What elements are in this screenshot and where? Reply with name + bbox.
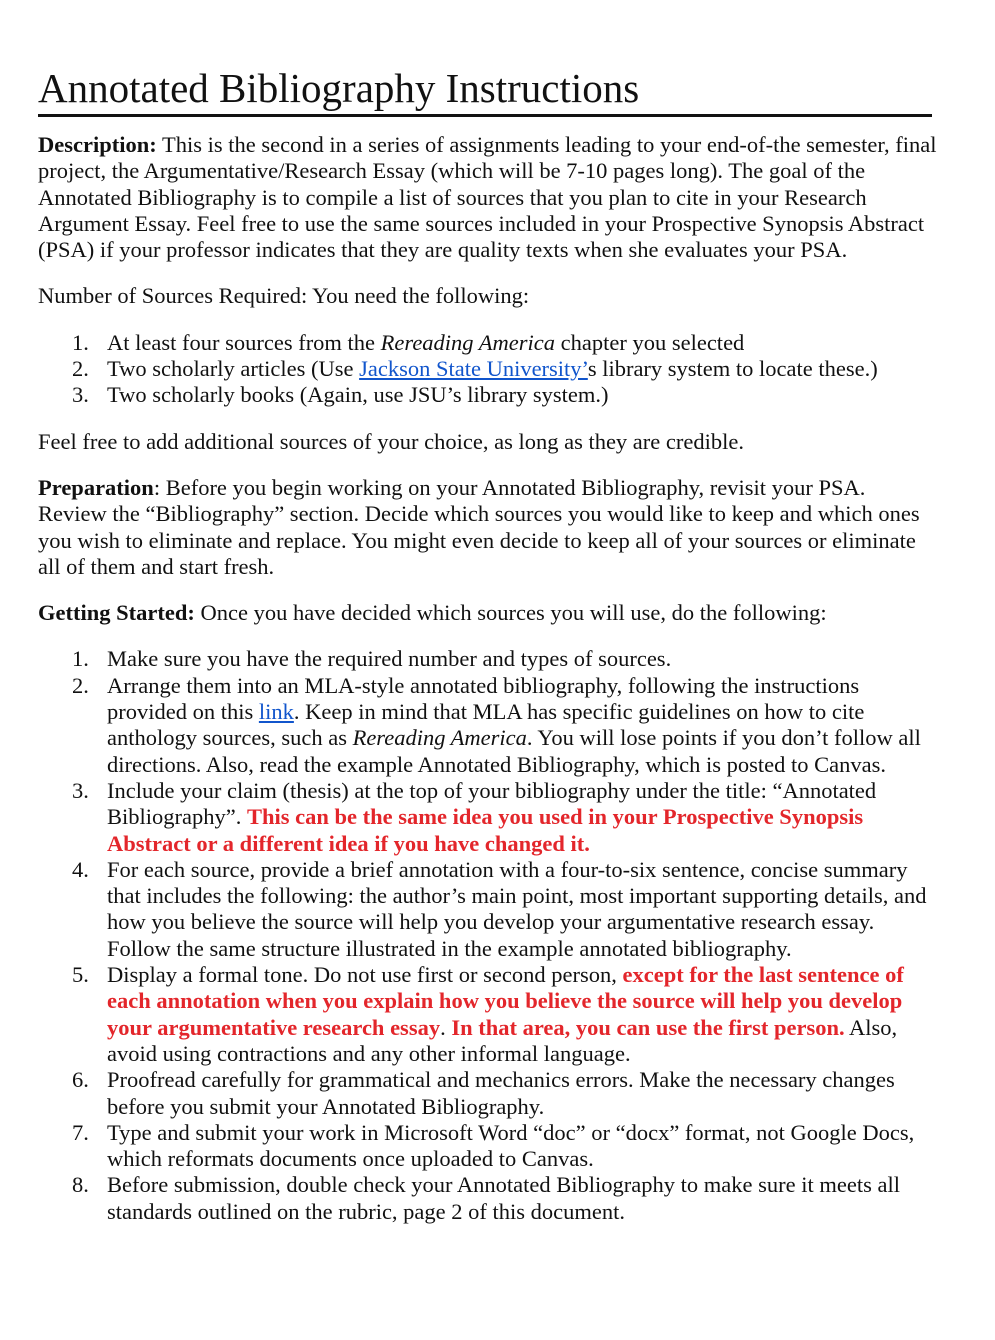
list-text: Also, avoid using contractions and any other informal language. — [107, 1014, 898, 1066]
list-item — [38, 962, 938, 1067]
sources-intro: Number of Sources Required: You need the following: — [38, 283, 530, 309]
description-text: This is the second in a series of assignments leading to your end-of-the semester, final project, the Argumentative/Research Essay (which will be 7-10 pages long). The goal of the Annotated Bibliography is to compile a list of sources that you plan to cite in your Research Argument Essay. Feel free to use the same sources included in your Prospective Synopsis Abstract (PSA) if your professor indicates that they are quality texts when she evaluates your PSA. — [38, 132, 937, 263]
additional-sources-note: Feel free to add additional sources of your choice, as long as they are credible. — [38, 428, 744, 454]
getting-started-label: Getting Started: — [38, 600, 195, 626]
list-number: 3. — [72, 777, 89, 803]
getting-started-paragraph — [38, 600, 938, 626]
sources-list — [38, 330, 938, 409]
emphasis-text: except for the last sentence of each annotation when you explain how you believe the source will help you develop your argumentative research essay — [107, 962, 904, 1040]
list-text: For each source, provide a brief annotation with a four-to-six sentence, concise summary that includes the following: the author’s main point, most important supporting details, and how you believe the source will help you develop your argumentative research essay. Follow the same structure illustrated in the example annotated bibliography. — [107, 856, 927, 961]
list-item — [38, 857, 938, 962]
list-item — [38, 382, 938, 408]
page-title: Annotated Bibliography Instructions — [38, 64, 932, 117]
list-item — [38, 1067, 938, 1120]
list-number: 4. — [72, 856, 89, 882]
list-item — [38, 330, 938, 356]
document — [38, 64, 938, 1225]
list-text: . You will lose points if you don’t follow all directions. Also, read the example Annotated Bibliography, which is posted to Canvas. — [107, 725, 921, 777]
list-text: s library system to locate these.) — [587, 356, 878, 382]
list-item — [38, 673, 938, 778]
mla-instructions-link[interactable]: link — [258, 699, 294, 725]
list-text: Two scholarly books (Again, use JSU’s library system.) — [107, 382, 609, 408]
description-paragraph — [38, 132, 938, 263]
description-label: Description: — [38, 132, 157, 157]
book-title: Rereading America — [352, 725, 527, 751]
list-item — [38, 778, 938, 857]
emphasis-text: This can be the same idea you used in your Prospective Synopsis Abstract or a different idea if you have changed it. — [107, 804, 864, 856]
preparation-label: Preparation — [38, 474, 154, 500]
list-text: Proofread carefully for grammatical and mechanics errors. Make the necessary changes before you submit your Annotated Bibliography. — [107, 1067, 895, 1119]
list-text: Make sure you have the required number and types of sources. — [107, 646, 672, 672]
list-text: Display a formal tone. Do not use first or second person, — [107, 962, 623, 988]
list-text: At least four sources from the — [107, 329, 381, 355]
list-text: chapter you selected — [555, 329, 745, 355]
list-text: . — [440, 1014, 452, 1040]
list-number: 2. — [72, 356, 89, 382]
list-text: Include your claim (thesis) at the top of your bibliography under the title: “Annotated Bibliography”. — [107, 777, 877, 830]
list-number: 8. — [72, 1172, 89, 1198]
jsu-library-link[interactable]: Jackson State University’ — [359, 356, 588, 382]
list-text: . Keep in mind that MLA has specific guidelines on how to cite anthology sources, such as — [107, 699, 865, 751]
list-number: 2. — [72, 672, 89, 698]
getting-started-text: Once you have decided which sources you will use, do the following: — [194, 600, 827, 626]
list-text: Two scholarly articles (Use — [107, 356, 360, 382]
preparation-paragraph — [38, 475, 938, 580]
steps-list — [38, 646, 938, 1225]
list-text: Type and submit your work in Microsoft Word “doc” or “docx” format, not Google Docs, which reformats documents once uploaded to Canvas. — [107, 1119, 915, 1172]
emphasis-text: In that area, you can use the first person. — [451, 1014, 845, 1040]
list-text: Before submission, double check your Annotated Bibliography to make sure it meets all standards outlined on the rubric, page 2 of this document. — [107, 1172, 900, 1224]
list-item — [38, 1120, 938, 1173]
preparation-text: : Before you begin working on your Annotated Bibliography, revisit your PSA. Review the “Bibliography” section. Decide which sources you would like to keep and which ones you wish to eliminate and replace. You might even decide to keep all of your sources or eliminate all of them and start fresh. — [38, 474, 920, 579]
list-number: 6. — [72, 1067, 89, 1093]
list-item — [38, 646, 938, 672]
list-number: 1. — [72, 329, 89, 355]
list-number: 1. — [72, 646, 89, 672]
book-title: Rereading America — [380, 329, 556, 355]
list-number: 3. — [72, 382, 89, 408]
list-text: Arrange them into an MLA-style annotated bibliography, following the instructions provided on this — [107, 672, 860, 725]
list-item — [38, 356, 938, 382]
list-number: 5. — [72, 962, 89, 988]
list-item — [38, 1172, 938, 1225]
list-number: 7. — [72, 1119, 89, 1145]
